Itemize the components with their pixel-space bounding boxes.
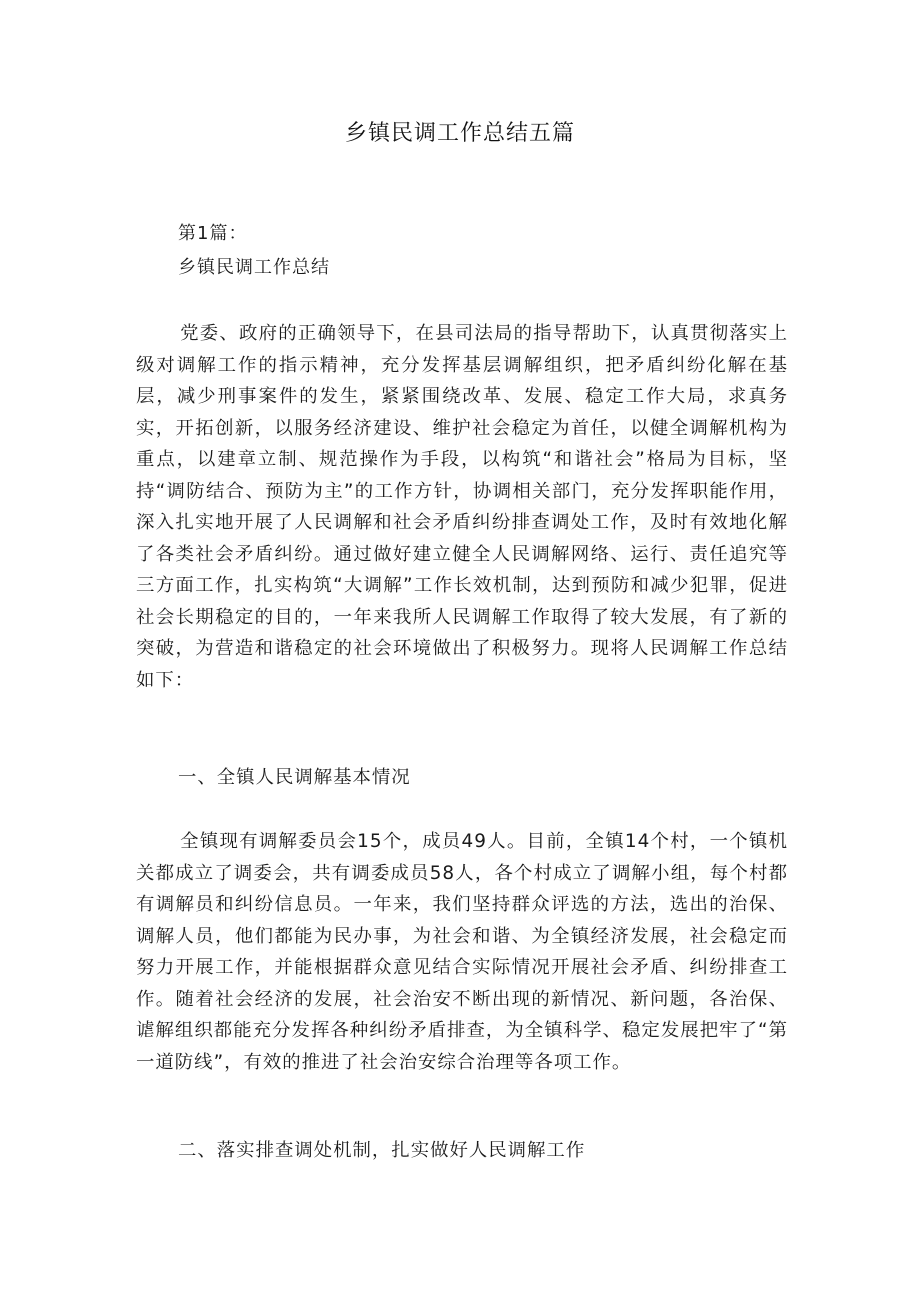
part-label: 第1篇： (178, 223, 248, 244)
section-1-paragraph: 全镇现有调解委员会15个，成员49人。目前，全镇14个村，一个镇机关都成立了调委会，共有调委成员58人，各个村成立了调解小组，每个村都有调解员和纠纷信息员。一年来，我们坚持群众评选的方法，选出的治保、调解人员，他们都能为民办事，为社会和谐、为全镇经济发展，社会稳定而努力开展工作，并能根据群众意见结合实际情况开展社会矛盾、纠纷排查工作。随着社会经济的发展，社会治安不断出现的新情况、新问题，各治保、谑解组织都能充分发挥各种纠纷矛盾排查，为全镇科学、稳定发展把牢了“第一道防线”，有效的推进了社会治安综合治理等各项工作。 (136, 831, 788, 1073)
section-2-heading: 二、落实排查调处机制，扎实做好人民调解工作 (178, 1140, 586, 1161)
intro-paragraph: 党委、政府的正确领导下，在县司法局的指导帮助下，认真贯彻落实上级对调解工作的指示精神，充分发挥基层调解组织，把矛盾纠纷化解在基层，减少刑事案件的发生，紧紧围绕改革、发展、稳定工作大局，求真务实，开拓创新，以服务经济建设、维护社会稳定为首任，以健全调解机构为重点，以建章立制、规范操作为手段，以构筑“和谐社会”格局为目标，坚持“调防结合、预防为主”的工作方针，协调相关部门，充分发挥职能作用，深入扎实地开展了人民调解和社会矛盾纠纷排查调处工作，及时有效地化解了各类社会矛盾纠纷。通过做好建立健全人民调解网络、运行、责任追究等三方面工作，扎实构筑“大调解”工作长效机制，达到预防和减少犯罪，促进社会长期稳定的目的，一年来我所人民调解工作取得了较大发展，有了新的突破，为营造和谐稳定的社会环境做出了积极努力。现将人民调解工作总结如下： (136, 323, 788, 691)
part-subtitle: 乡镇民调工作总结 (178, 257, 330, 278)
section-1-heading: 一、全镇人民调解基本情况 (178, 767, 411, 788)
document-title: 乡镇民调工作总结五篇 (344, 121, 575, 146)
